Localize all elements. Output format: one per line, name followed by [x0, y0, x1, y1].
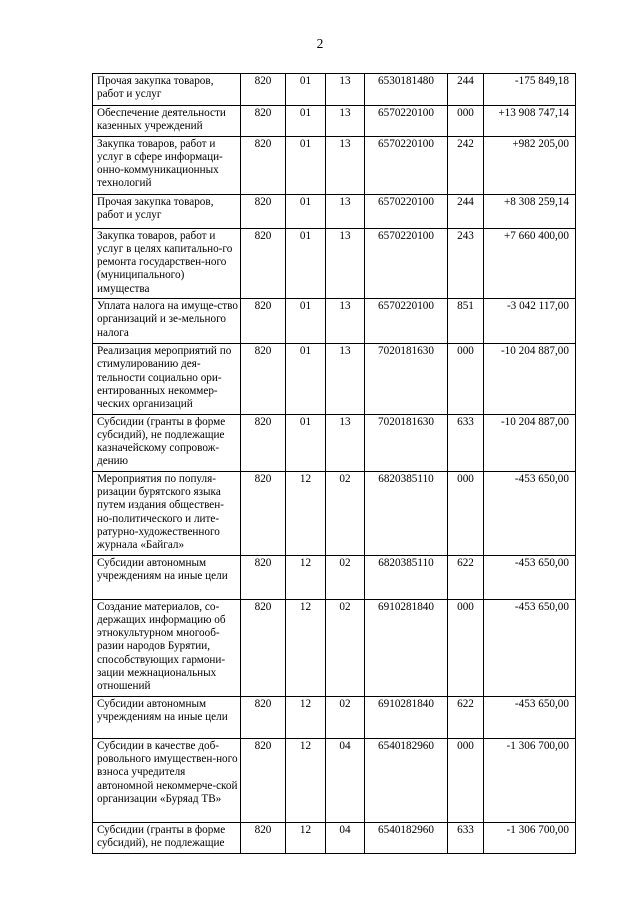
- table-row: [93, 696, 576, 738]
- row-subsection-code: 13: [326, 106, 365, 137]
- row-name: Субсидии (гранты в форме субсидий), не подлежащие казначейскому сопровож-дению: [93, 414, 241, 471]
- row-amount: -453 650,00: [484, 696, 576, 738]
- row-section-code: 01: [286, 299, 326, 344]
- table-row: [93, 555, 576, 599]
- row-target-article-code: 6820385110: [365, 555, 448, 599]
- row-subsection-code: 02: [326, 555, 365, 599]
- table-row: [93, 299, 576, 344]
- table-row: [93, 74, 576, 106]
- row-name: Закупка товаров, работ и услуг в сфере информаци-онно-коммуникационных технологий: [93, 136, 241, 194]
- table-row: [93, 599, 576, 696]
- row-gad-code: 820: [241, 696, 286, 738]
- row-target-article-code: 6820385110: [365, 471, 448, 555]
- row-target-article-code: 6570220100: [365, 299, 448, 344]
- table-row: [93, 194, 576, 228]
- row-target-article-code: 7020181630: [365, 344, 448, 414]
- row-section-code: 12: [286, 555, 326, 599]
- row-target-article-code: 6910281840: [365, 599, 448, 696]
- row-target-article-code: 6570220100: [365, 194, 448, 228]
- row-gad-code: 820: [241, 471, 286, 555]
- row-target-article-code: 6530181480: [365, 74, 448, 106]
- table-row: [93, 822, 576, 853]
- row-expense-type-code: 244: [448, 74, 484, 106]
- row-name: Субсидии (гранты в форме субсидий), не подлежащие: [93, 822, 241, 853]
- table-row: [93, 414, 576, 471]
- table-row: [93, 136, 576, 194]
- row-subsection-code: 04: [326, 738, 365, 822]
- row-subsection-code: 13: [326, 414, 365, 471]
- table-row: [93, 471, 576, 555]
- row-name: Субсидии автономным учреждениям на иные цели: [93, 555, 241, 599]
- row-subsection-code: 13: [326, 344, 365, 414]
- row-amount: -3 042 117,00: [484, 299, 576, 344]
- row-name: Создание материалов, со-держащих информацию об этнокультурном многооб-разии народов Бурятии, способствующих гармони-зации межнациональных отношений: [93, 599, 241, 696]
- row-subsection-code: 02: [326, 599, 365, 696]
- row-section-code: 12: [286, 599, 326, 696]
- row-expense-type-code: 622: [448, 696, 484, 738]
- row-section-code: 12: [286, 822, 326, 853]
- row-subsection-code: 02: [326, 696, 365, 738]
- row-gad-code: 820: [241, 106, 286, 137]
- row-name: Уплата налога на имуще-ство организаций и зе-мельного налога: [93, 299, 241, 344]
- row-expense-type-code: 622: [448, 555, 484, 599]
- row-name: Реализация мероприятий по стимулированию дея-тельности социально ори-ентированных некоммер-ческих организаций: [93, 344, 241, 414]
- row-gad-code: 820: [241, 414, 286, 471]
- row-gad-code: 820: [241, 822, 286, 853]
- row-section-code: 12: [286, 471, 326, 555]
- row-section-code: 01: [286, 344, 326, 414]
- row-amount: -453 650,00: [484, 599, 576, 696]
- row-amount: -1 306 700,00: [484, 738, 576, 822]
- row-expense-type-code: 243: [448, 228, 484, 298]
- budget-changes-table: [92, 73, 576, 854]
- row-gad-code: 820: [241, 599, 286, 696]
- row-target-article-code: 6540182960: [365, 822, 448, 853]
- row-expense-type-code: 242: [448, 136, 484, 194]
- row-expense-type-code: 000: [448, 471, 484, 555]
- row-section-code: 01: [286, 228, 326, 298]
- row-expense-type-code: 000: [448, 738, 484, 822]
- row-expense-type-code: 000: [448, 344, 484, 414]
- row-amount: -10 204 887,00: [484, 414, 576, 471]
- row-expense-type-code: 633: [448, 414, 484, 471]
- row-section-code: 12: [286, 738, 326, 822]
- table-row: [93, 344, 576, 414]
- row-section-code: 01: [286, 74, 326, 106]
- row-target-article-code: 7020181630: [365, 414, 448, 471]
- row-target-article-code: 6570220100: [365, 228, 448, 298]
- row-name: Закупка товаров, работ и услуг в целях капитально-го ремонта государствен-ного (муниципального) имущества: [93, 228, 241, 298]
- row-section-code: 01: [286, 136, 326, 194]
- row-subsection-code: 13: [326, 74, 365, 106]
- row-subsection-code: 13: [326, 194, 365, 228]
- row-gad-code: 820: [241, 299, 286, 344]
- row-gad-code: 820: [241, 74, 286, 106]
- row-gad-code: 820: [241, 136, 286, 194]
- row-amount: +7 660 400,00: [484, 228, 576, 298]
- row-name: Обеспечение деятельности казенных учреждений: [93, 106, 241, 137]
- table-row: [93, 228, 576, 298]
- row-subsection-code: 13: [326, 299, 365, 344]
- row-target-article-code: 6570220100: [365, 106, 448, 137]
- row-subsection-code: 04: [326, 822, 365, 853]
- row-name: Субсидии в качестве доб-ровольного имуществен-ного взноса учредителя автономной некоммерче-ской организации «Буряад ТВ»: [93, 738, 241, 822]
- row-gad-code: 820: [241, 228, 286, 298]
- page-number: 2: [316, 36, 324, 51]
- row-name: Субсидии автономным учреждениям на иные цели: [93, 696, 241, 738]
- row-amount: -453 650,00: [484, 555, 576, 599]
- row-expense-type-code: 244: [448, 194, 484, 228]
- row-target-article-code: 6570220100: [365, 136, 448, 194]
- table-row: [93, 106, 576, 137]
- row-expense-type-code: 000: [448, 106, 484, 137]
- row-amount: -1 306 700,00: [484, 822, 576, 853]
- row-gad-code: 820: [241, 738, 286, 822]
- row-amount: +982 205,00: [484, 136, 576, 194]
- row-section-code: 12: [286, 696, 326, 738]
- row-section-code: 01: [286, 194, 326, 228]
- row-section-code: 01: [286, 106, 326, 137]
- row-amount: +13 908 747,14: [484, 106, 576, 137]
- row-gad-code: 820: [241, 194, 286, 228]
- row-expense-type-code: 633: [448, 822, 484, 853]
- row-target-article-code: 6910281840: [365, 696, 448, 738]
- row-gad-code: 820: [241, 555, 286, 599]
- row-expense-type-code: 000: [448, 599, 484, 696]
- row-amount: -10 204 887,00: [484, 344, 576, 414]
- row-subsection-code: 13: [326, 136, 365, 194]
- table-body: [93, 74, 576, 854]
- row-name: Прочая закупка товаров, работ и услуг: [93, 194, 241, 228]
- row-amount: -175 849,18: [484, 74, 576, 106]
- row-subsection-code: 13: [326, 228, 365, 298]
- row-section-code: 01: [286, 414, 326, 471]
- row-subsection-code: 02: [326, 471, 365, 555]
- row-gad-code: 820: [241, 344, 286, 414]
- table-row: [93, 738, 576, 822]
- row-name: Мероприятия по популя-ризации бурятского языка путем издания обществен-но-политического и лите-ратурно-художественного журнала «Байгал»: [93, 471, 241, 555]
- row-target-article-code: 6540182960: [365, 738, 448, 822]
- row-expense-type-code: 851: [448, 299, 484, 344]
- row-name: Прочая закупка товаров, работ и услуг: [93, 74, 241, 106]
- row-amount: +8 308 259,14: [484, 194, 576, 228]
- row-amount: -453 650,00: [484, 471, 576, 555]
